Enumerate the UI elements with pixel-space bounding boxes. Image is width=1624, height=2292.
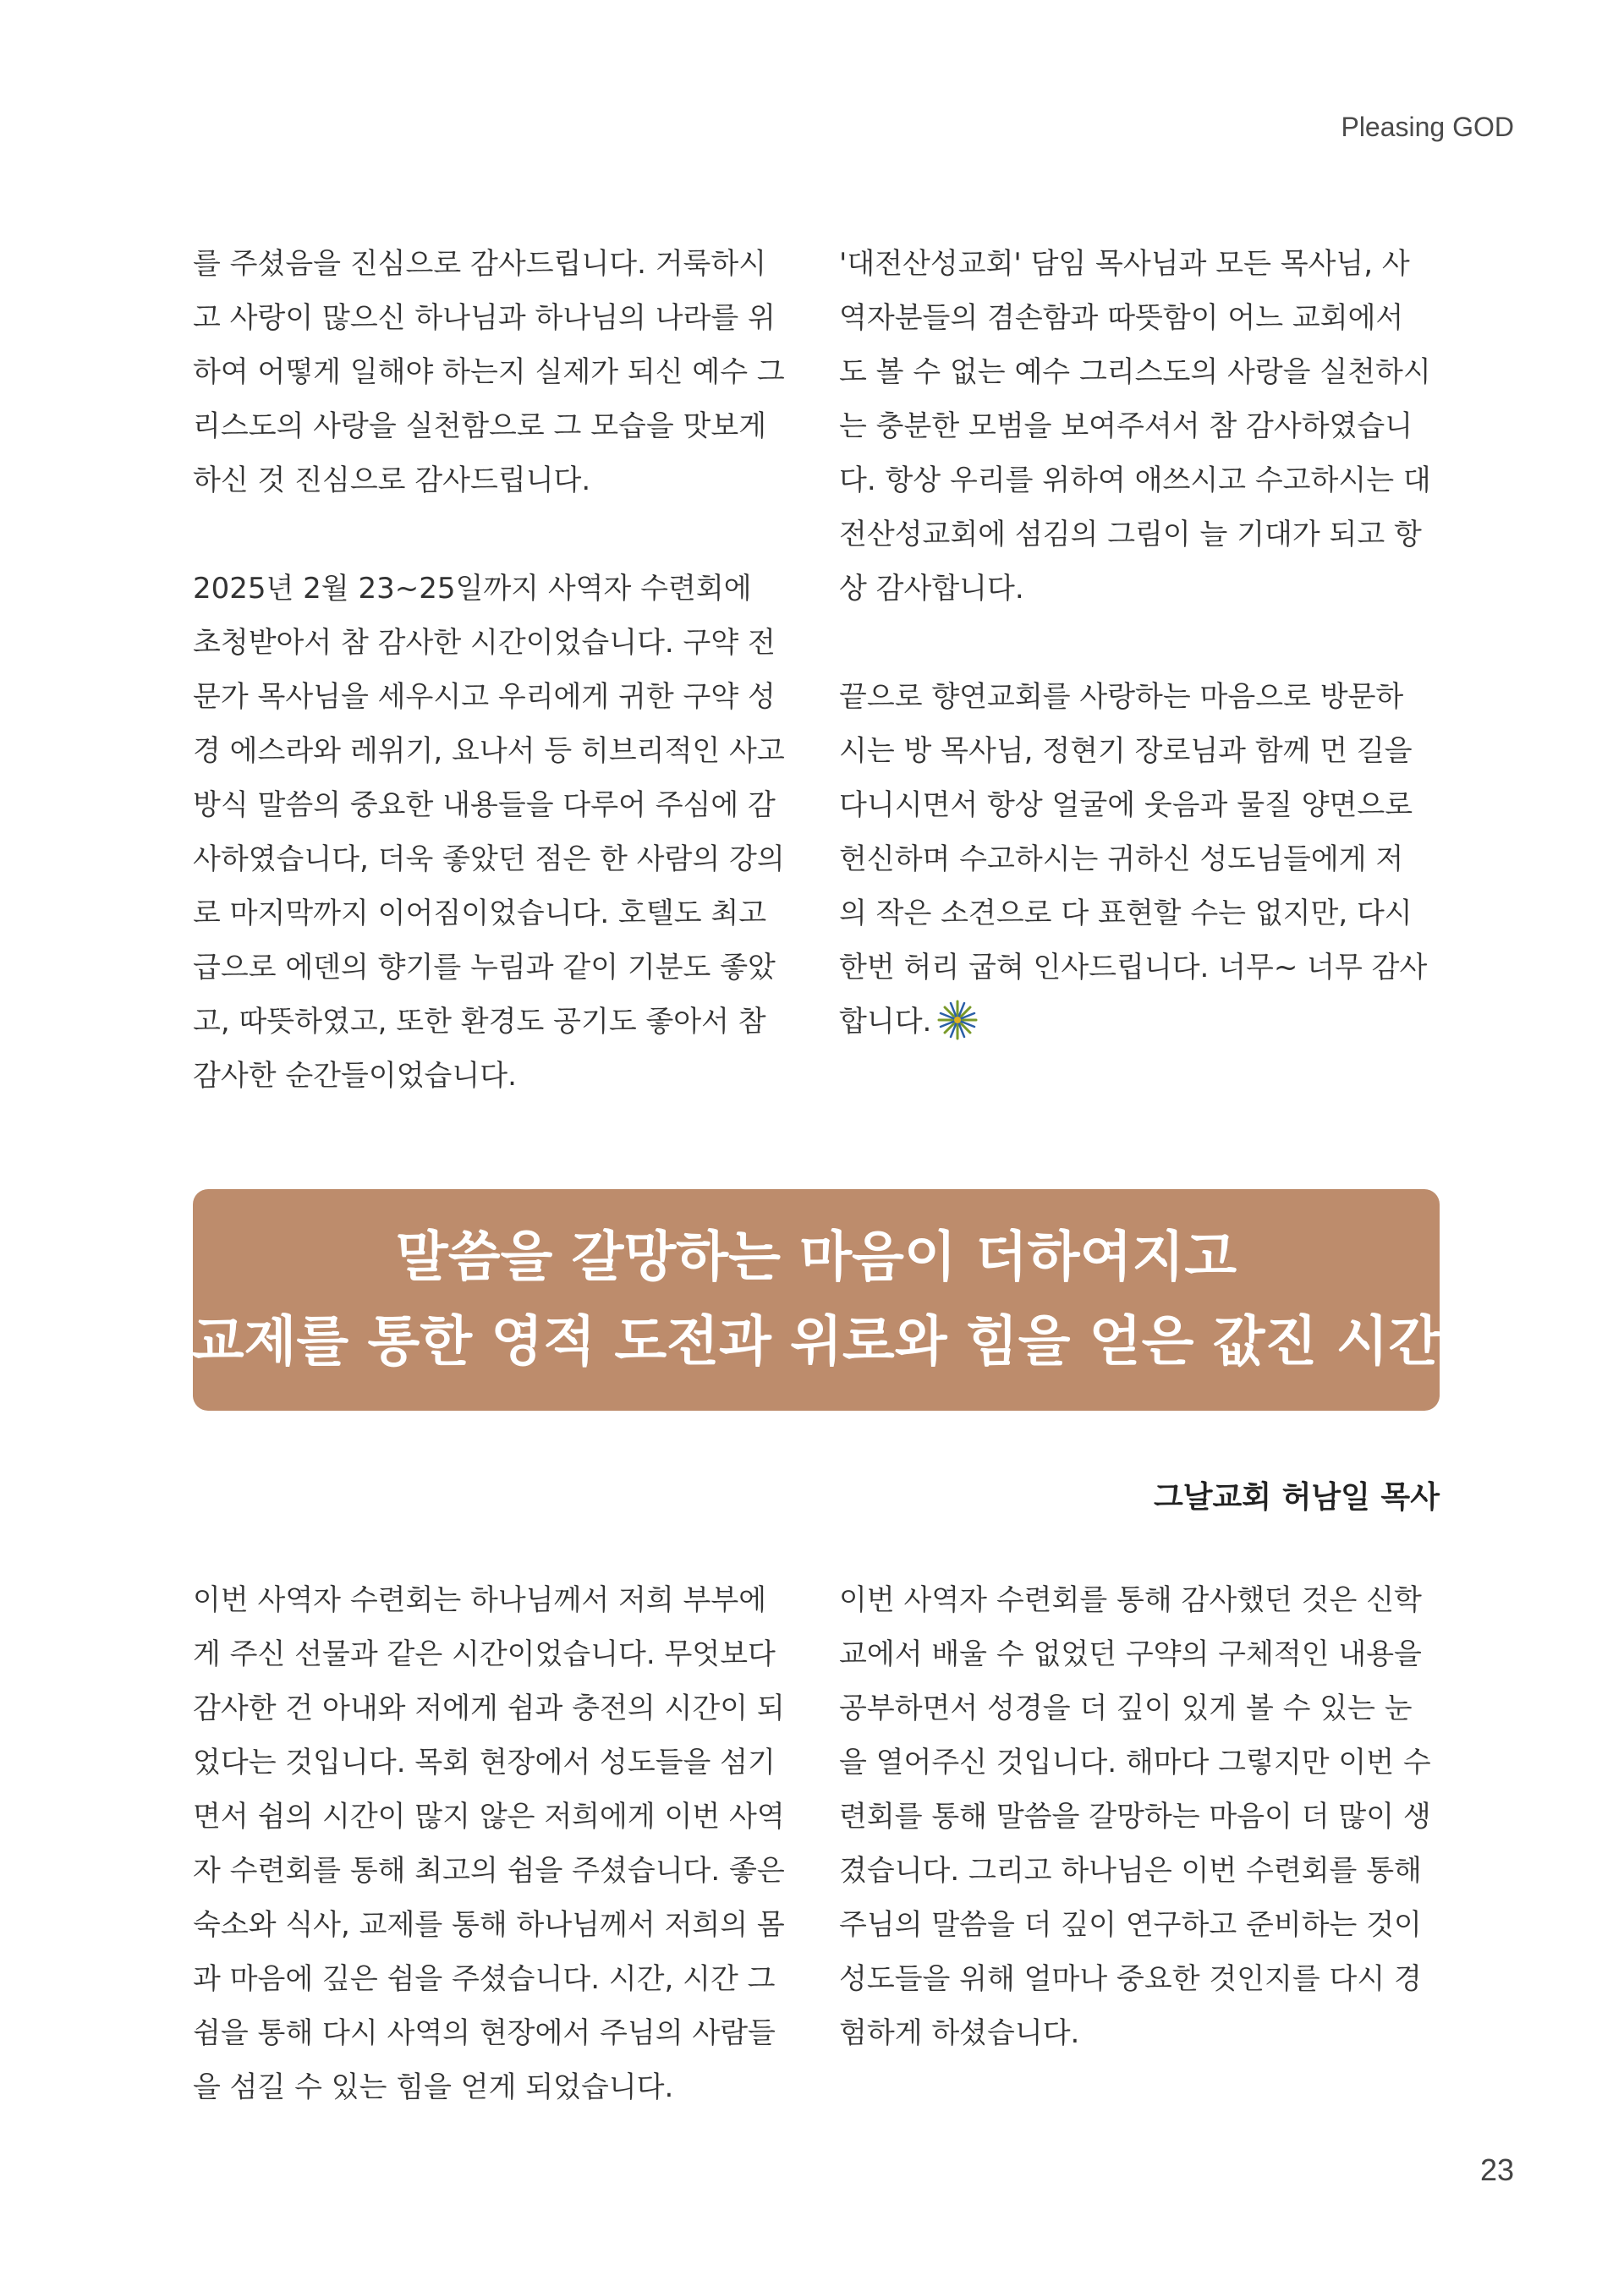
paragraph: 를 주셨음을 진심으로 감사드립니다. 거룩하시고 사랑이 많으신 하나님과 하나님의 나라를 위하여 어떻게 일해야 하는지 실제가 되신 예수 그리스도의 사랑을 실천함으로 그 모습을 맛보게 하신 것 진심으로 감사드립니다. [193, 247, 785, 497]
paragraph: 이번 사역자 수련회는 하나님께서 저희 부부에게 주신 선물과 같은 시간이었습니다. 무엇보다 감사한 건 아내와 저에게 쉼과 충전의 시간이 되었다는 것입니다. 목회 현장에서 성도들을 섬기면서 쉼의 시간이 많지 않은 저희에게 이번 사역자 수련회를 통해 최고의 쉼을 주셨습니다. 좋은 숙소와 식사, 교제를 통해 하나님께서 저희의 몸과 마음에 깊은 쉼을 주셨습니다. 시간, 시간 그 쉼을 통해 다시 사역의 현장에서 주님의 사람들을 섬길 수 있는 힘을 얻게 되었습니다. [193, 1583, 785, 2104]
paragraph: 2025년 2월 23~25일까지 사역자 수련회에 초청받아서 참 감사한 시간이었습니다. 구약 전문가 목사님을 세우시고 우리에게 귀한 구약 성경 에스라와 레위기, 요나서 등 히브리적인 사고방식 말씀의 중요한 내용들을 다루어 주심에 감사하였습니다, 더욱 좋았던 점은 한 사람의 강의로 마지막까지 이어짐이었습니다. 호텔도 최고급으로 에덴의 향기를 누림과 같이 기분도 좋았고, 따뜻하였고, 또한 환경도 공기도 좋아서 참 감사한 순간들이었습니다. [193, 572, 785, 1093]
page-number: 23 [1479, 2152, 1514, 2187]
banner-line-1: 말씀을 갈망하는 마음이 더하여지고 [395, 1226, 1237, 1289]
running-header: Pleasing GOD [1341, 112, 1514, 142]
article-column-top-left [193, 237, 785, 1103]
section-title-banner [193, 1189, 1440, 1411]
paragraph-text: 끝으로 향연교회를 사랑하는 마음으로 방문하시는 방 목사님, 정현기 장로님과 함께 먼 길을 다니시면서 항상 얼굴에 웃음과 물질 양면으로 헌신하며 수고하시는 귀하신 성도님들에게 저의 작은 소견으로 다 표현할 수는 없지만, 다시 한번 허리 굽혀 인사드립니다. 너무~ 너무 감사합니다. [839, 680, 1428, 1039]
article-column-bottom-right [839, 1573, 1431, 2060]
author-byline: 그날교회 허남일 목사 [1153, 1480, 1440, 1515]
paragraph: 이번 사역자 수련회를 통해 감사했던 것은 신학교에서 배울 수 없었던 구약의 구체적인 내용을 공부하면서 성경을 더 깊이 있게 볼 수 있는 눈을 열어주신 것입니다. 해마다 그렇지만 이번 수련회를 통해 말씀을 갈망하는 마음이 더 많이 생겼습니다. 그리고 하나님은 이번 수련회를 통해 주님의 말씀을 더 깊이 연구하고 준비하는 것이 성도들을 위해 얼마나 중요한 것인지를 다시 경험하게 하셨습니다. [839, 1583, 1431, 2050]
paragraph: '대전산성교회' 담임 목사님과 모든 목사님, 사역자분들의 겸손함과 따뜻함이 어느 교회에서도 볼 수 없는 예수 그리스도의 사랑을 실천하시는 충분한 모범을 보여주셔서 참 감사하였습니다. 항상 우리를 위하여 애쓰시고 수고하시는 대전산성교회에 섬김의 그림이 늘 기대가 되고 항상 감사합니다. [839, 247, 1431, 606]
paragraph-closing [839, 670, 1431, 1059]
banner-line-2: 교제를 통한 영적 도전과 위로와 힘을 얻은 값진 시간 [191, 1310, 1441, 1374]
flower-ornament-icon [936, 999, 979, 1059]
article-column-top-right [839, 237, 1431, 1059]
article-column-bottom-left [193, 1573, 785, 2114]
